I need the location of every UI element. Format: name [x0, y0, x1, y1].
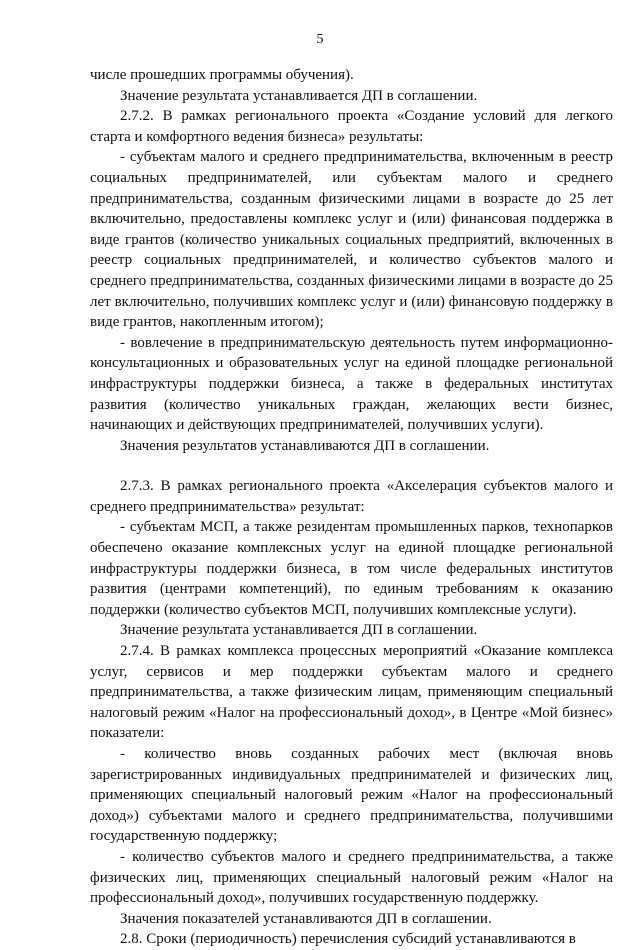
paragraph-2-7-2-item-2: - вовлечение в предпринимательскую деятельность путем информационно-консультационных и образовательных услуг на единой площадке региональной инфраструктуры поддержки бизнеса, а также в федеральных институтах развития (количество уникальных граждан, желающих вести бизнес, начинающих и действующих предпринимателей, получивших услуги).: [90, 334, 613, 434]
paragraph-result-note: Значение результата устанавливается ДП в соглашении.: [120, 87, 478, 104]
paragraph-2-7-4-item-2: - количество субъектов малого и среднего предпринимательства, а также физических лиц, применяющих специальный налоговый режим «Налог на профессиональный доход», получивших государственную поддержку.: [90, 848, 613, 907]
paragraph-2-7-3: 2.7.3. В рамках регионального проекта «Акселерация субъектов малого и среднего предпринимательства» результат:: [90, 478, 613, 515]
paragraph-indicators-note: Значения показателей устанавливаются ДП в соглашении.: [120, 910, 492, 927]
paragraph-2-7-4-item-1: - количество вновь созданных рабочих мест (включая вновь зарегистрированных индивидуальных предпринимателей и физических лиц, применяющих специальный налоговый режим «Налог на профессиональный доход») субъектами малого и среднего предпринимательства, получившими государственную поддержку;: [90, 746, 613, 845]
body-text: [90, 65, 613, 950]
page-number: 5: [316, 32, 324, 47]
paragraph-2-7-2-item-1: - субъектам малого и среднего предпринимательства, включенным в реестр социальных предпринимателей, или субъектам малого и среднего предпринимательства, созданным физическими лицами в возрасте до 25 лет включительно, предоставлены комплекс услуг и (или) финансовая поддержка в виде грантов (количество уникальных социальных предприятий, включенных в реестр социальных предпринимателей, и количество субъектов малого и среднего предпринимательства, созданных физическими лицами в возрасте до 25 лет включительно, получивших комплекс услуг и (или) финансовую поддержку в виде грантов, накопленным итогом);: [90, 149, 613, 331]
paragraph-2-7-3-item-1: - субъектам МСП, а также резидентам промышленных парков, технопарков обеспечено оказание комплексных услуг на единой площадке региональной инфраструктуры поддержки бизнеса, в том числе федеральных институтов развития (центрами компетенций), по единым требованиям к оказанию поддержки (количество субъектов МСП, получивших комплексные услуги).: [90, 519, 613, 618]
paragraph-result-note-2: Значение результата устанавливается ДП в соглашении.: [120, 622, 478, 639]
paragraph-2-8: 2.8. Сроки (периодичность) перечисления субсидий устанавливаются в: [120, 931, 576, 948]
paragraph-results-note: Значения результатов устанавливаются ДП в соглашении.: [120, 437, 490, 454]
paragraph-2-7-4: 2.7.4. В рамках комплекса процессных мероприятий «Оказание комплекса услуг, сервисов и мер поддержки субъектам малого и среднего предпринимательства, а также физическим лицам, применяющим специальный налоговый режим «Налог на профессиональный доход», в Центре «Мой бизнес» показатели:: [90, 643, 613, 742]
paragraph-2-7-2: 2.7.2. В рамках регионального проекта «Создание условий для легкого старта и комфортного ведения бизнеса» результаты:: [90, 108, 613, 145]
paragraph-continuation: числе прошедших программы обучения).: [90, 67, 354, 83]
